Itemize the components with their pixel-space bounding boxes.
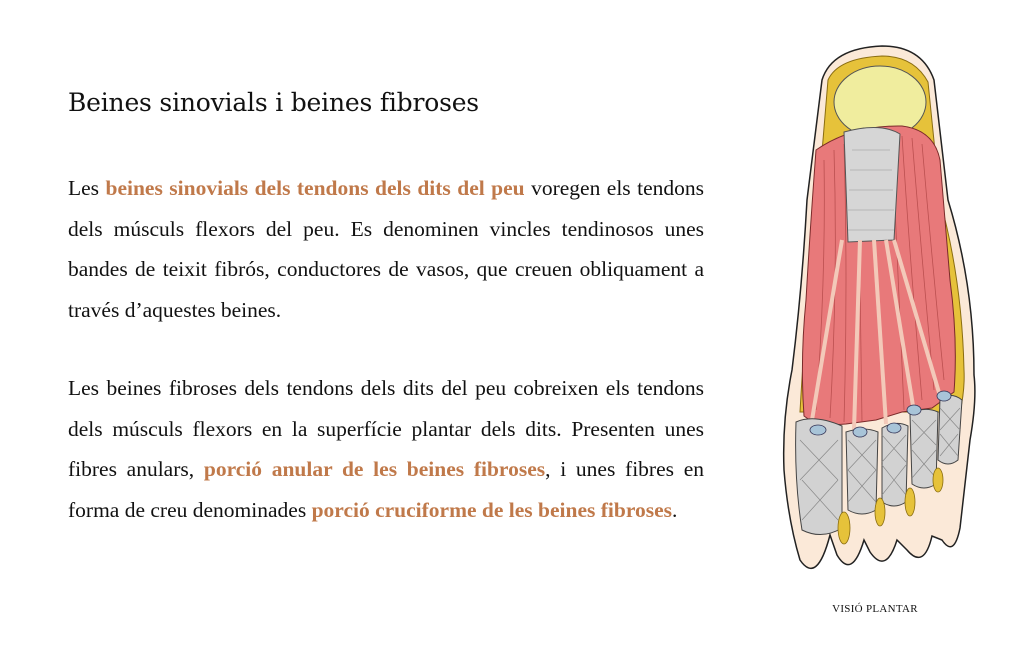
text-segment: voregen els tendons dels músculs flexors del peu. Es denominen vincles tendinosos unes bandes de teixit fibrós, conductores de vasos, que creuen obliquament a través d’aquestes beines.	[68, 176, 704, 322]
paragraph-fibrous-sheaths	[68, 368, 704, 530]
page-title: Beines sinovials i beines fibroses	[68, 88, 479, 117]
text-segment: , i unes fibres en forma de creu denominades	[68, 457, 704, 522]
central-tendon	[844, 127, 900, 242]
text-segment: Les	[68, 176, 106, 200]
text-segment: .	[672, 497, 678, 522]
paragraph-synovial-sheaths	[68, 168, 704, 330]
link-synovial-sheaths[interactable]: beines sinovials dels tendons dels dits del peu	[105, 176, 525, 200]
link-cruciform-part[interactable]: porció cruciforme de les beines fibroses	[311, 497, 673, 522]
link-annular-part[interactable]: porció anular de les beines fibroses	[203, 457, 546, 481]
foot-plantar-anatomy-icon	[782, 40, 992, 585]
figure-caption: VISIÓ PLANTAR	[832, 603, 918, 615]
text-segment: Les beines fibroses dels tendons dels dits del peu cobreixen els tendons dels músculs flexors en la superfície plantar dels dits. Presenten unes fibres anulars,	[68, 376, 704, 481]
